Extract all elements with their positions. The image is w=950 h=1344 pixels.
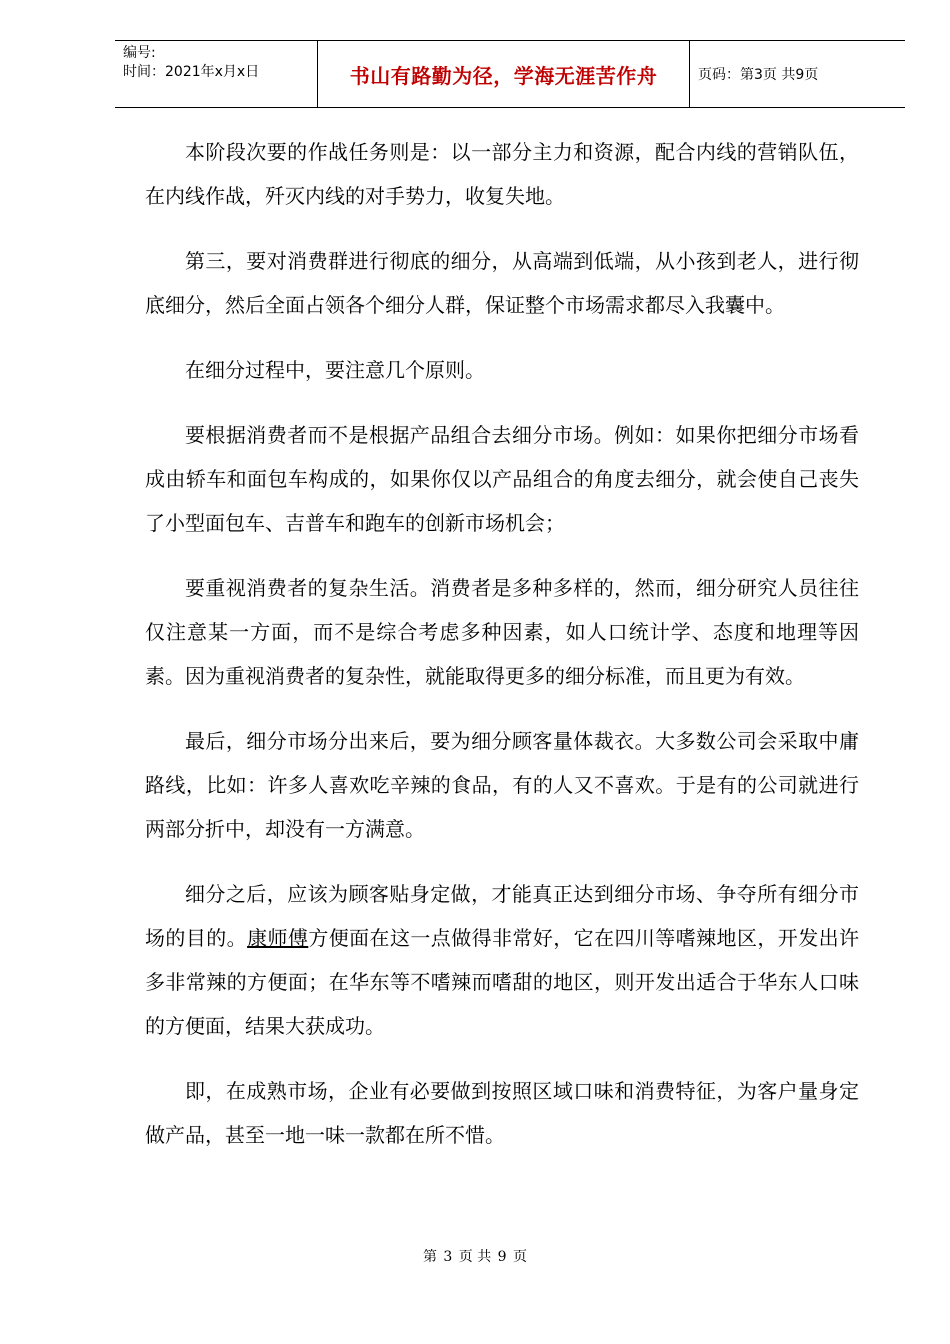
- paragraph-6: 最后，细分市场分出来后，要为细分顾客量体裁衣。大多数公司会采取中庸路线，比如：许多人喜欢吃辛辣的食品，有的人又不喜欢。于是有的公司就进行两部分折中，却没有一方满意。: [145, 729, 859, 841]
- time-label: 时间：2021年x月x日: [123, 64, 260, 80]
- code-label: 编号:: [123, 45, 156, 61]
- footer-suffix: 页: [513, 1249, 528, 1265]
- header-meta-cell: [115, 41, 317, 107]
- paragraph-4: 要根据消费者而不是根据产品组合去细分市场。例如：如果你把细分市场看成由轿车和面包车构成的，如果你仅以产品组合的角度去细分，就会使自己丧失了小型面包车、吉普车和跑车的创新市场机会；: [145, 423, 859, 535]
- footer-page-number: 3: [443, 1249, 453, 1265]
- header-motto-cell: [317, 41, 690, 107]
- document-body: [145, 130, 859, 1178]
- brand-link[interactable]: 康师傅: [247, 926, 309, 950]
- paragraph-7-before: 细分之后，应该为顾客贴身定做，才能真正达到细分市场、争夺所有细分市场的目的。: [145, 882, 859, 950]
- header-page-cell: [690, 41, 905, 107]
- footer-total-pages: 9: [497, 1249, 507, 1265]
- paragraph-2: 第三，要对消费群进行彻底的细分，从高端到低端，从小孩到老人，进行彻底细分，然后全面占领各个细分人群，保证整个市场需求都尽入我囊中。: [145, 249, 859, 317]
- footer-mid: 页 共: [458, 1249, 492, 1265]
- paragraph-3: 在细分过程中，要注意几个原则。: [185, 358, 485, 382]
- paragraph-5: 要重视消费者的复杂生活。消费者是多种多样的，然而，细分研究人员往往仅注意某一方面，而不是综合考虑多种因素，如人口统计学、态度和地理等因素。因为重视消费者的复杂性，就能取得更多的细分标准，而且更为有效。: [145, 576, 859, 688]
- paragraph-8: 即，在成熟市场，企业有必要做到按照区域口味和消费特征，为客户量身定做产品，甚至一地一味一款都在所不惜。: [145, 1079, 859, 1147]
- footer-prefix: 第: [422, 1249, 437, 1265]
- header-table: [115, 40, 905, 108]
- page-label: 页码：第3页 共9页: [698, 67, 819, 83]
- paragraph-7-after: 方便面在这一点做得非常好，它在四川等嗜辣地区，开发出许多非常辣的方便面；在华东等不嗜辣而嗜甜的地区，则开发出适合于华东人口味的方便面，结果大获成功。: [145, 926, 860, 1038]
- page-footer: [0, 1246, 950, 1266]
- motto-text: 书山有路勤为径，学海无涯苦作舟: [349, 63, 658, 88]
- paragraph-1: 本阶段次要的作战任务则是：以一部分主力和资源，配合内线的营销队伍，在内线作战，歼灭内线的对手势力，收复失地。: [145, 140, 859, 208]
- paragraph-7: [145, 872, 859, 1048]
